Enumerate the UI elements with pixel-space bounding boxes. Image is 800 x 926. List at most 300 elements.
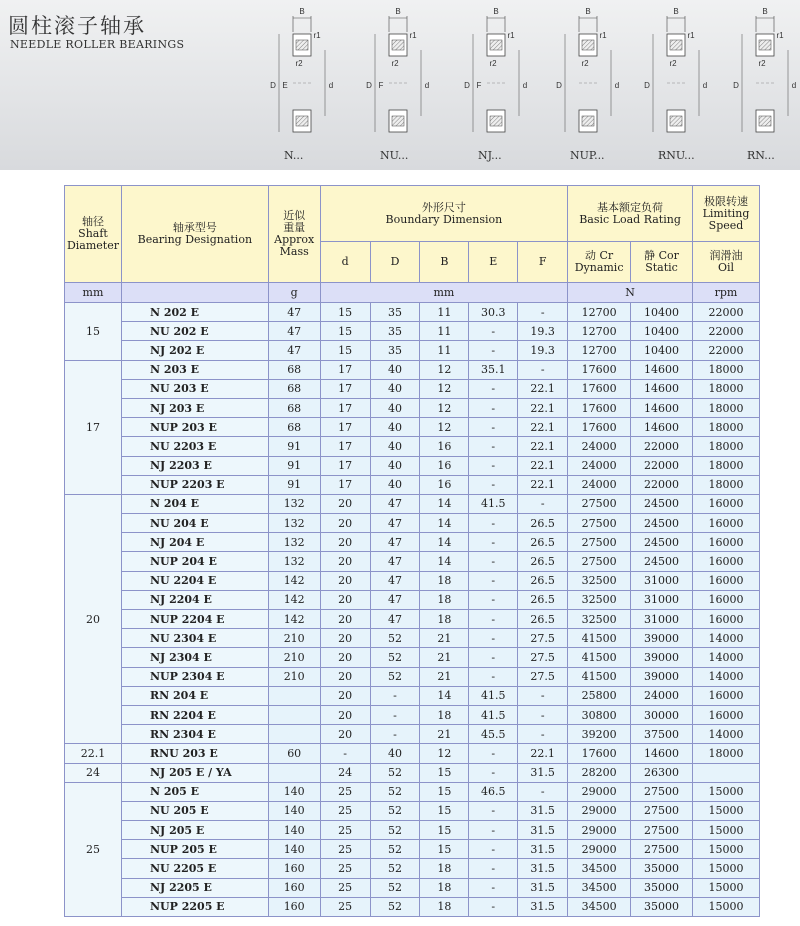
value-cell: 25 <box>320 859 370 878</box>
value-cell: 17600 <box>568 398 631 417</box>
value-cell: 46.5 <box>469 782 518 801</box>
value-cell: 15 <box>420 821 469 840</box>
value-cell: 142 <box>268 610 320 629</box>
designation-cell: RN 2304 E <box>121 725 268 744</box>
value-cell: 10400 <box>631 322 693 341</box>
dimension-mark-r2: r2 <box>669 59 677 68</box>
value-cell: 25800 <box>568 686 631 705</box>
value-cell: 14 <box>420 533 469 552</box>
dimension-mark-d-inner: d <box>614 81 620 90</box>
value-cell: 40 <box>370 360 420 379</box>
value-cell: 18000 <box>692 456 759 475</box>
col-bearing-designation: 轴承型号 Bearing Designation <box>121 186 268 283</box>
value-cell: 24000 <box>568 475 631 494</box>
designation-cell: NUP 203 E <box>121 418 268 437</box>
value-cell: - <box>469 437 518 456</box>
value-cell: 27.5 <box>518 667 568 686</box>
designation-cell: NU 2203 E <box>121 437 268 456</box>
value-cell: 15 <box>320 303 370 322</box>
value-cell: 27.5 <box>518 629 568 648</box>
designation-cell: RNU 203 E <box>121 744 268 763</box>
value-cell: 11 <box>420 341 469 360</box>
table-row <box>65 801 760 820</box>
dimension-mark-r1: r1 <box>313 31 321 40</box>
value-cell: 39200 <box>568 725 631 744</box>
value-cell: - <box>518 782 568 801</box>
value-cell: 210 <box>268 629 320 648</box>
value-cell: 22.1 <box>518 456 568 475</box>
designation-cell: NUP 2205 E <box>121 897 268 916</box>
table-row <box>65 322 760 341</box>
value-cell: 12 <box>420 398 469 417</box>
value-cell <box>268 705 320 724</box>
value-cell: 18 <box>420 610 469 629</box>
col-dynamic: 动 Cr Dynamic <box>568 242 631 283</box>
value-cell: 17600 <box>568 744 631 763</box>
designation-cell: N 203 E <box>121 360 268 379</box>
value-cell: 22.1 <box>518 475 568 494</box>
value-cell: 160 <box>268 859 320 878</box>
table-row <box>65 686 760 705</box>
value-cell: 52 <box>370 801 420 820</box>
value-cell: 142 <box>268 571 320 590</box>
value-cell: 27500 <box>568 514 631 533</box>
value-cell: 52 <box>370 763 420 782</box>
designation-cell: NUP 2203 E <box>121 475 268 494</box>
value-cell: - <box>469 801 518 820</box>
value-cell: - <box>518 494 568 513</box>
value-cell: 140 <box>268 801 320 820</box>
value-cell: 41500 <box>568 667 631 686</box>
value-cell: 17 <box>320 437 370 456</box>
unit-blank <box>121 283 268 303</box>
table-row <box>65 418 760 437</box>
value-cell: 27.5 <box>518 648 568 667</box>
value-cell: 15 <box>420 782 469 801</box>
designation-cell: NU 205 E <box>121 801 268 820</box>
bearing-diagram <box>556 7 619 132</box>
value-cell: 20 <box>320 648 370 667</box>
value-cell: 20 <box>320 686 370 705</box>
value-cell: 12 <box>420 744 469 763</box>
page-title-cn: 圆柱滚子轴承 <box>8 14 146 38</box>
value-cell: 41.5 <box>469 494 518 513</box>
designation-cell: NJ 2205 E <box>121 878 268 897</box>
value-cell: - <box>518 705 568 724</box>
value-cell: 18000 <box>692 437 759 456</box>
value-cell: 35000 <box>631 878 693 897</box>
value-cell: 30800 <box>568 705 631 724</box>
shaft-diameter-cell: 22.1 <box>65 744 122 763</box>
value-cell: 32500 <box>568 590 631 609</box>
value-cell: 132 <box>268 494 320 513</box>
value-cell: 18000 <box>692 418 759 437</box>
dimension-mark-b: B <box>395 7 401 16</box>
value-cell: 20 <box>320 725 370 744</box>
value-cell: 26.5 <box>518 571 568 590</box>
dimension-mark-d-outer: D <box>556 81 562 90</box>
table-row <box>65 398 760 417</box>
value-cell: 10400 <box>631 303 693 322</box>
value-cell: 35000 <box>631 859 693 878</box>
dimension-mark-r2: r2 <box>391 59 399 68</box>
value-cell: - <box>469 744 518 763</box>
value-cell: 21 <box>420 667 469 686</box>
value-cell: - <box>469 475 518 494</box>
value-cell: 132 <box>268 514 320 533</box>
value-cell: 20 <box>320 514 370 533</box>
dimension-mark-b: B <box>673 7 679 16</box>
designation-cell: N 202 E <box>121 303 268 322</box>
col-D: D <box>370 242 420 283</box>
value-cell: 18000 <box>692 379 759 398</box>
value-cell: - <box>518 686 568 705</box>
value-cell: 14600 <box>631 418 693 437</box>
bearing-diagram <box>270 7 333 132</box>
value-cell: 14000 <box>692 648 759 667</box>
designation-cell: RN 2204 E <box>121 705 268 724</box>
dimension-mark-d-inner: d <box>702 81 708 90</box>
designation-cell: NUP 204 E <box>121 552 268 571</box>
value-cell <box>268 763 320 782</box>
designation-cell: NUP 2204 E <box>121 610 268 629</box>
designation-cell: NUP 2304 E <box>121 667 268 686</box>
value-cell: 160 <box>268 878 320 897</box>
value-cell: 52 <box>370 782 420 801</box>
value-cell: 34500 <box>568 897 631 916</box>
unit-load: N <box>568 283 693 303</box>
value-cell: 27500 <box>568 533 631 552</box>
value-cell: 16000 <box>692 610 759 629</box>
value-cell: - <box>469 456 518 475</box>
value-cell: 20 <box>320 629 370 648</box>
value-cell: 20 <box>320 705 370 724</box>
designation-cell: N 205 E <box>121 782 268 801</box>
header-banner <box>0 0 800 170</box>
value-cell: 22000 <box>692 341 759 360</box>
value-cell: 18 <box>420 590 469 609</box>
value-cell: 12700 <box>568 303 631 322</box>
col-F: F <box>518 242 568 283</box>
value-cell: 18000 <box>692 398 759 417</box>
page-title-en: NEEDLE ROLLER BEARINGS <box>10 38 185 51</box>
value-cell: - <box>469 840 518 859</box>
value-cell: 68 <box>268 398 320 417</box>
table-row <box>65 590 760 609</box>
value-cell: 16000 <box>692 686 759 705</box>
value-cell: 41.5 <box>469 705 518 724</box>
value-cell: 35 <box>370 303 420 322</box>
value-cell: 29000 <box>568 840 631 859</box>
value-cell: 16000 <box>692 552 759 571</box>
value-cell: 14600 <box>631 379 693 398</box>
value-cell: 40 <box>370 418 420 437</box>
value-cell: - <box>518 303 568 322</box>
value-cell: 25 <box>320 801 370 820</box>
value-cell: 21 <box>420 725 469 744</box>
value-cell: 22000 <box>692 303 759 322</box>
table-row <box>65 341 760 360</box>
table-row <box>65 456 760 475</box>
value-cell: 140 <box>268 782 320 801</box>
value-cell: 20 <box>320 552 370 571</box>
unit-shaft: mm <box>65 283 122 303</box>
value-cell: 47 <box>370 571 420 590</box>
value-cell: 27500 <box>568 494 631 513</box>
table-row <box>65 610 760 629</box>
value-cell: 15000 <box>692 801 759 820</box>
value-cell: 25 <box>320 782 370 801</box>
value-cell: 24500 <box>631 494 693 513</box>
value-cell: 26.5 <box>518 590 568 609</box>
value-cell: 22000 <box>631 475 693 494</box>
designation-cell: NJ 205 E / YA <box>121 763 268 782</box>
designation-cell: NJ 205 E <box>121 821 268 840</box>
value-cell: 31.5 <box>518 897 568 916</box>
value-cell: 10400 <box>631 341 693 360</box>
value-cell: 18000 <box>692 744 759 763</box>
dimension-mark-d-outer: D <box>733 81 739 90</box>
value-cell: 24000 <box>568 456 631 475</box>
value-cell: 41.5 <box>469 686 518 705</box>
value-cell: 47 <box>370 590 420 609</box>
value-cell: 14 <box>420 552 469 571</box>
dimension-mark-d-outer: D <box>644 81 650 90</box>
table-row <box>65 514 760 533</box>
value-cell: 52 <box>370 821 420 840</box>
designation-cell: NU 2204 E <box>121 571 268 590</box>
value-cell: - <box>469 629 518 648</box>
value-cell: 20 <box>320 667 370 686</box>
value-cell: 16 <box>420 475 469 494</box>
value-cell: 17 <box>320 379 370 398</box>
value-cell: 24000 <box>631 686 693 705</box>
table-row <box>65 782 760 801</box>
value-cell: 19.3 <box>518 341 568 360</box>
value-cell: 47 <box>370 514 420 533</box>
dimension-mark-r1: r1 <box>507 31 515 40</box>
bearing-diagram <box>366 7 429 132</box>
value-cell: 20 <box>320 533 370 552</box>
designation-cell: NJ 2203 E <box>121 456 268 475</box>
designation-cell: NJ 203 E <box>121 398 268 417</box>
dimension-mark-r1: r1 <box>776 31 784 40</box>
value-cell: 24500 <box>631 533 693 552</box>
value-cell: 132 <box>268 533 320 552</box>
unit-dim: mm <box>320 283 567 303</box>
value-cell: 12700 <box>568 341 631 360</box>
value-cell: 41500 <box>568 629 631 648</box>
value-cell: 47 <box>370 552 420 571</box>
value-cell: 29000 <box>568 821 631 840</box>
value-cell: 25 <box>320 878 370 897</box>
value-cell: - <box>469 897 518 916</box>
value-cell: 12700 <box>568 322 631 341</box>
value-cell: 91 <box>268 456 320 475</box>
dimension-mark-d-inner: d <box>791 81 797 90</box>
value-cell: 22.1 <box>518 398 568 417</box>
col-B: B <box>420 242 469 283</box>
value-cell: 47 <box>370 533 420 552</box>
value-cell: 68 <box>268 379 320 398</box>
value-cell: - <box>320 744 370 763</box>
table-row <box>65 475 760 494</box>
value-cell: 35 <box>370 322 420 341</box>
table-row <box>65 360 760 379</box>
value-cell: 12 <box>420 379 469 398</box>
dimension-mark-d-inner: d <box>424 81 430 90</box>
table-row <box>65 648 760 667</box>
value-cell: 25 <box>320 897 370 916</box>
value-cell: 27500 <box>568 552 631 571</box>
dimension-mark-r2: r2 <box>758 59 766 68</box>
value-cell: 15 <box>420 801 469 820</box>
value-cell: 91 <box>268 475 320 494</box>
col-boundary-dimension: 外形尺寸 Boundary Dimension <box>320 186 567 242</box>
value-cell: 17 <box>320 418 370 437</box>
value-cell: 15 <box>420 763 469 782</box>
value-cell: 17 <box>320 398 370 417</box>
bearing-diagrams <box>250 0 800 170</box>
value-cell: 31.5 <box>518 801 568 820</box>
value-cell: 22.1 <box>518 418 568 437</box>
value-cell: 39000 <box>631 629 693 648</box>
dimension-mark-r1: r1 <box>409 31 417 40</box>
dimension-mark-b: B <box>299 7 305 16</box>
value-cell: 40 <box>370 379 420 398</box>
dimension-mark-r1: r1 <box>687 31 695 40</box>
designation-cell: NUP 205 E <box>121 840 268 859</box>
col-shaft-diameter: 轴径 Shaft Diameter <box>65 186 122 283</box>
value-cell: 26.5 <box>518 610 568 629</box>
value-cell: - <box>469 590 518 609</box>
dimension-mark-b: B <box>493 7 499 16</box>
value-cell: 31.5 <box>518 821 568 840</box>
value-cell: 40 <box>370 475 420 494</box>
value-cell: - <box>469 821 518 840</box>
table-row <box>65 763 760 782</box>
value-cell: - <box>469 648 518 667</box>
value-cell: 52 <box>370 840 420 859</box>
value-cell: 14600 <box>631 360 693 379</box>
value-cell: 15000 <box>692 782 759 801</box>
value-cell: 31.5 <box>518 763 568 782</box>
col-oil: 润滑油 Oil <box>692 242 759 283</box>
dimension-mark-d-inner: d <box>522 81 528 90</box>
value-cell: 29000 <box>568 801 631 820</box>
value-cell: 15 <box>320 322 370 341</box>
bearing-diagram <box>464 7 527 132</box>
unit-speed: rpm <box>692 283 759 303</box>
table-row <box>65 571 760 590</box>
bearing-type-label: N... <box>284 149 304 162</box>
value-cell: 60 <box>268 744 320 763</box>
value-cell: 26.5 <box>518 552 568 571</box>
value-cell: 14 <box>420 494 469 513</box>
value-cell: - <box>469 418 518 437</box>
value-cell: 18 <box>420 897 469 916</box>
value-cell: 24500 <box>631 552 693 571</box>
dimension-mark-d-outer: D <box>270 81 276 90</box>
value-cell: 31000 <box>631 610 693 629</box>
value-cell: 41500 <box>568 648 631 667</box>
value-cell: - <box>469 667 518 686</box>
table-row <box>65 437 760 456</box>
col-limiting-speed: 极限转速 Limiting Speed <box>692 186 759 242</box>
value-cell: 34500 <box>568 859 631 878</box>
value-cell: 16000 <box>692 705 759 724</box>
value-cell: - <box>469 341 518 360</box>
value-cell: 24000 <box>568 437 631 456</box>
value-cell: 16000 <box>692 590 759 609</box>
value-cell: - <box>469 398 518 417</box>
value-cell: 17600 <box>568 379 631 398</box>
value-cell: 18000 <box>692 475 759 494</box>
value-cell: 47 <box>268 341 320 360</box>
table-row <box>65 303 760 322</box>
value-cell: 27500 <box>631 801 693 820</box>
value-cell: 18 <box>420 705 469 724</box>
shaft-diameter-cell: 24 <box>65 763 122 782</box>
value-cell: 11 <box>420 322 469 341</box>
value-cell: 14000 <box>692 667 759 686</box>
table-row <box>65 840 760 859</box>
bearing-type-label: NJ... <box>478 149 502 162</box>
table-row <box>65 705 760 724</box>
value-cell: 15000 <box>692 897 759 916</box>
value-cell: 91 <box>268 437 320 456</box>
value-cell: 35 <box>370 341 420 360</box>
bearing-diagram <box>733 7 796 132</box>
table-row <box>65 897 760 916</box>
value-cell: 31000 <box>631 571 693 590</box>
value-cell: 14 <box>420 514 469 533</box>
value-cell: 16000 <box>692 514 759 533</box>
value-cell: 17 <box>320 456 370 475</box>
value-cell: - <box>518 725 568 744</box>
designation-cell: NU 2205 E <box>121 859 268 878</box>
value-cell: - <box>469 571 518 590</box>
dimension-mark-d-inner: d <box>328 81 334 90</box>
value-cell: 26300 <box>631 763 693 782</box>
dimension-mark-r2: r2 <box>581 59 589 68</box>
value-cell: 15000 <box>692 859 759 878</box>
value-cell: - <box>370 686 420 705</box>
value-cell: - <box>469 859 518 878</box>
col-d: d <box>320 242 370 283</box>
value-cell: 20 <box>320 571 370 590</box>
value-cell: 39000 <box>631 648 693 667</box>
value-cell: 19.3 <box>518 322 568 341</box>
value-cell: 14000 <box>692 725 759 744</box>
bearing-diagram <box>644 7 707 132</box>
value-cell: 16000 <box>692 533 759 552</box>
table-row <box>65 821 760 840</box>
shaft-diameter-cell: 17 <box>65 360 122 494</box>
value-cell: 17 <box>320 360 370 379</box>
value-cell: 22000 <box>692 322 759 341</box>
value-cell: 47 <box>268 303 320 322</box>
value-cell: 17600 <box>568 418 631 437</box>
value-cell: 132 <box>268 552 320 571</box>
value-cell: - <box>469 514 518 533</box>
value-cell: 20 <box>320 590 370 609</box>
table-row <box>65 629 760 648</box>
value-cell: 22.1 <box>518 379 568 398</box>
value-cell: 68 <box>268 418 320 437</box>
dimension-mark-r2: r2 <box>295 59 303 68</box>
bearing-type-label: NUP... <box>570 149 605 162</box>
